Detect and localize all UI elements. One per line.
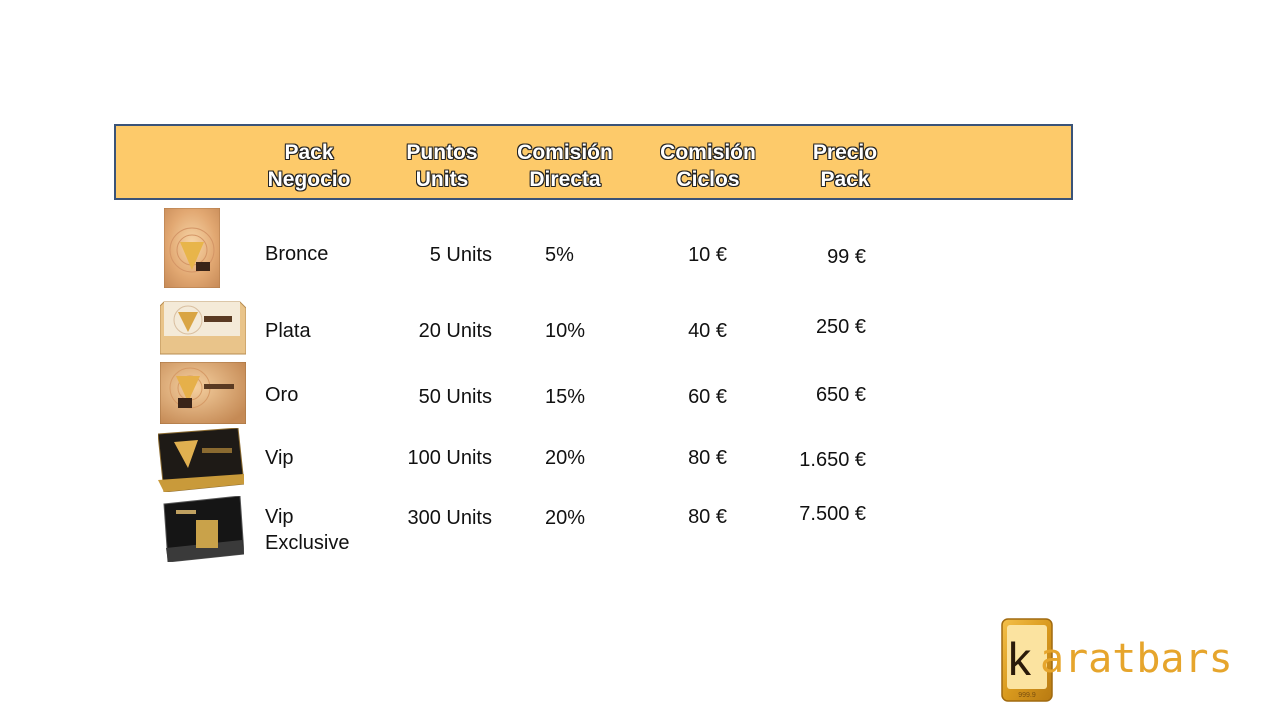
row-vip-name: Vip (265, 447, 294, 469)
logo-fineness: 999.9 (1018, 692, 1036, 699)
row-plata-units: 20 Units (418, 320, 492, 342)
header-puntos-units: Puntos Units (406, 141, 478, 191)
row-plata-ciclos: 40 € (688, 320, 727, 342)
logo-k-letter: k (1008, 633, 1031, 685)
row-vip-direct: 20% (545, 447, 586, 469)
logo-wordmark: aratbars (1040, 636, 1233, 682)
row-bronce-precio: 99 € (827, 246, 866, 268)
pack-oro-image (160, 362, 246, 424)
row-plata-name: Plata (265, 320, 311, 342)
header-comision-directa: Comisión Directa (517, 141, 613, 191)
pack-plata-image (160, 296, 246, 356)
pack-bronce-image (164, 208, 220, 288)
row-bronce-units: 5 Units (429, 244, 492, 266)
row-vip-exclusive-name: Vip Exclusive (265, 506, 350, 554)
row-bronce-direct: 5% (545, 244, 574, 266)
row-vip-precio: 1.650 € (799, 449, 866, 471)
row-oro-units: 50 Units (418, 386, 492, 408)
pack-vip-image (158, 428, 244, 492)
row-oro-ciclos: 60 € (688, 386, 727, 408)
row-vip-exclusive-ciclos: 80 € (688, 506, 727, 528)
karatbars-logo (1000, 617, 1262, 703)
header-comision-ciclos: Comisión Ciclos (660, 141, 756, 191)
row-vip-ciclos: 80 € (688, 447, 727, 469)
row-plata-precio: 250 € (815, 316, 866, 338)
row-vip-exclusive-units: 300 Units (407, 507, 492, 529)
row-oro-name: Oro (265, 384, 299, 406)
row-bronce-name: Bronce (265, 243, 329, 265)
row-plata-direct: 10% (545, 320, 586, 342)
row-vip-exclusive-direct: 20% (545, 507, 586, 529)
row-bronce-ciclos: 10 € (688, 244, 727, 266)
row-oro-direct: 15% (545, 386, 586, 408)
header-precio-pack: Precio Pack (812, 141, 878, 191)
row-vip-exclusive-precio: 7.500 € (799, 503, 866, 525)
row-vip-units: 100 Units (407, 447, 492, 469)
pack-vip-exclusive-image (162, 496, 244, 562)
row-oro-precio: 650 € (815, 384, 866, 406)
header-pack-negocio: Pack Negocio (267, 141, 351, 191)
